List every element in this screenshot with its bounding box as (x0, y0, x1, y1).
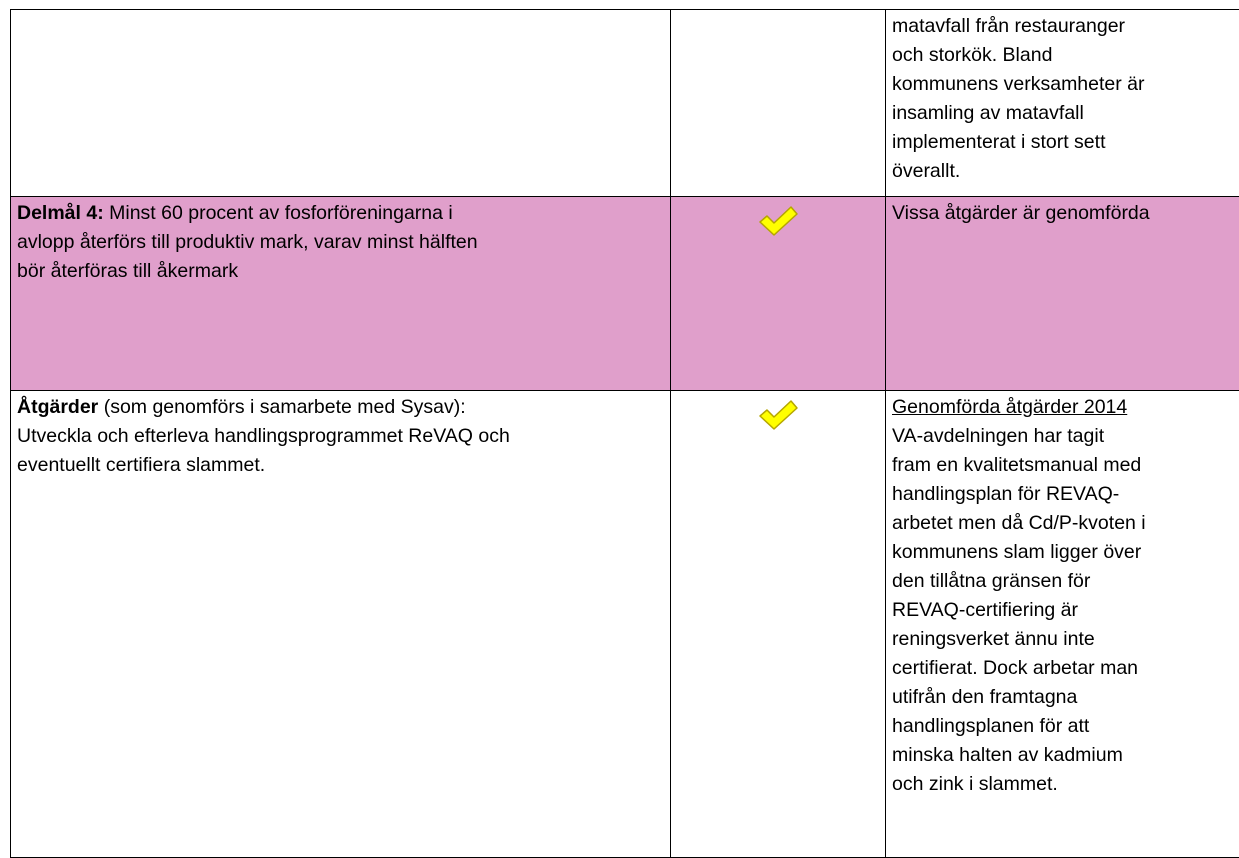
goal-label: Delmål 4: (17, 202, 104, 224)
comment-line: insamling av matavfall (892, 102, 1084, 124)
status-table (10, 9, 1239, 858)
table-row-goal-4 (11, 197, 1239, 391)
comment-line: REVAQ-certifiering är (892, 599, 1078, 621)
comment-line: och storkök. Bland (892, 44, 1052, 66)
comment-line: implementerat i stort sett (892, 131, 1106, 153)
comment-heading: Genomförda åtgärder 2014 (892, 396, 1127, 418)
action-text-line: eventuellt certifiera slammet. (17, 454, 265, 476)
comment-line: matavfall från restauranger (892, 15, 1125, 37)
status-cell (671, 197, 886, 391)
action-cell (11, 391, 671, 858)
table-row (11, 10, 1239, 197)
comment-cell (886, 391, 1239, 858)
comment-line: och zink i slammet. (892, 773, 1058, 795)
table-row-actions (11, 391, 1239, 858)
action-text-line: (som genomförs i samarbete med Sysav): (98, 396, 465, 418)
comment-cell (886, 10, 1239, 197)
goal-cell (11, 10, 671, 197)
comment-line: VA-avdelningen har tagit (892, 425, 1104, 447)
comment-line: minska halten av kadmium (892, 744, 1123, 766)
comment-line: fram en kvalitetsmanual med (892, 454, 1141, 476)
comment-line: utifrån den framtagna (892, 686, 1077, 708)
goal-text-line: bör återföras till åkermark (17, 260, 238, 282)
status-cell (671, 10, 886, 197)
action-label: Åtgärder (17, 396, 98, 418)
comment-line: reningsverket ännu inte (892, 628, 1095, 650)
comment-line: arbetet men då Cd/P-kvoten i (892, 512, 1146, 534)
goal-cell (11, 197, 671, 391)
comment-line: överallt. (892, 160, 960, 182)
goal-text-line: avlopp återförs till produktiv mark, varav minst hälften (17, 231, 478, 253)
goal-text-line: Minst 60 procent av fosforföreningarna i (104, 202, 453, 224)
comment-line: handlingsplan för REVAQ- (892, 483, 1119, 505)
status-cell (671, 391, 886, 858)
checkmark-icon (758, 205, 798, 237)
comment-cell: Vissa åtgärder är genomförda (886, 197, 1239, 391)
comment-line: handlingsplanen för att (892, 715, 1089, 737)
action-text-line: Utveckla och efterleva handlingsprogrammet ReVAQ och (17, 425, 510, 447)
comment-line: kommunens slam ligger över (892, 541, 1141, 563)
comment-line: certifierat. Dock arbetar man (892, 657, 1138, 679)
comment-line: den tillåtna gränsen för (892, 570, 1090, 592)
checkmark-icon (758, 399, 798, 431)
comment-line: kommunens verksamheter är (892, 73, 1145, 95)
